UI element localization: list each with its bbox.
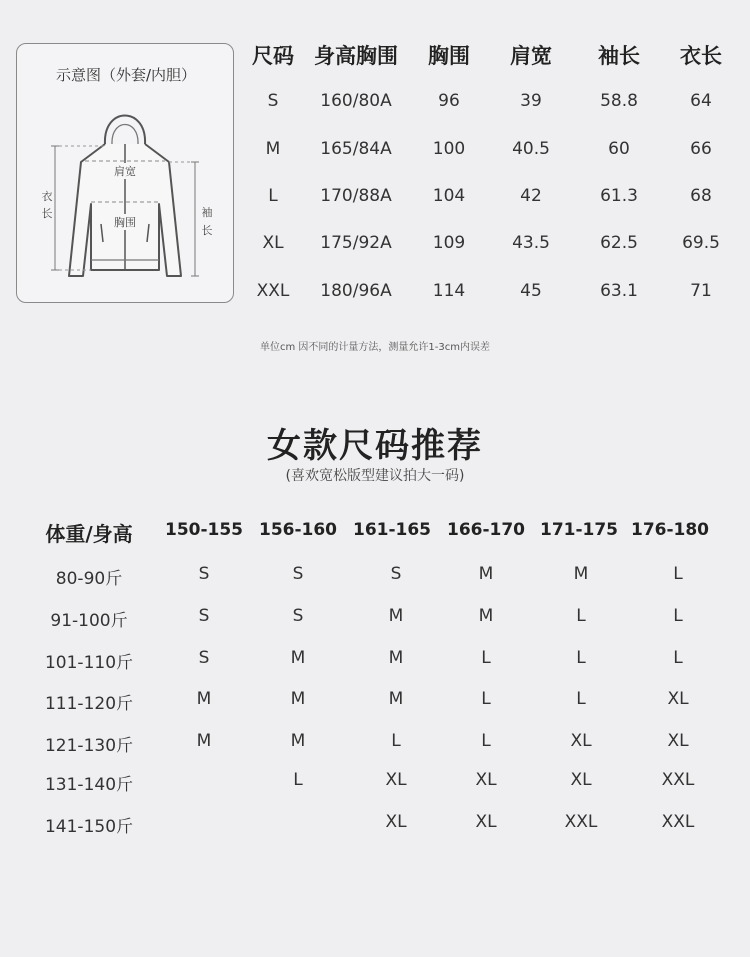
- size-cell: S: [198, 606, 210, 626]
- weight-cell: 80-90斤: [55, 569, 123, 589]
- size-cell: M: [388, 689, 404, 709]
- shoulder-cell: 39: [520, 91, 542, 111]
- size-cell: M: [478, 564, 494, 584]
- size-cell: L: [673, 606, 683, 626]
- chest-cell: 96: [438, 91, 460, 111]
- weight-height-header: 体重/身高: [45, 522, 133, 546]
- diagram-caption: 示意图（外套/内胆）: [55, 66, 197, 84]
- sleeve-label: 袖长: [200, 204, 214, 240]
- size-cell: XL: [475, 812, 497, 832]
- height-range-header: 166-170: [446, 520, 526, 540]
- length-cell: 66: [690, 139, 712, 159]
- size-cell: M: [388, 648, 404, 668]
- size-cell: M: [573, 564, 589, 584]
- height-range-header: 171-175: [539, 520, 619, 540]
- length-cell: 64: [690, 91, 712, 111]
- height-chest-cell: 180/96A: [320, 281, 392, 301]
- size-cell: XL: [570, 770, 592, 790]
- size-cell: XL: [385, 812, 407, 832]
- size-cell: S: [292, 564, 304, 584]
- weight-cell: 141-150斤: [44, 817, 134, 837]
- shoulder-header: 肩宽: [510, 44, 552, 68]
- size-cell: XXL: [564, 812, 598, 832]
- size-cell: S: [198, 564, 210, 584]
- size-header: 尺码: [252, 44, 294, 68]
- shoulder-cell: 42: [520, 186, 542, 206]
- size-cell: M: [290, 648, 306, 668]
- height-range-header: 156-160: [258, 520, 338, 540]
- shoulder-cell: 43.5: [512, 233, 550, 253]
- recommend-title: 女款尺码推荐: [267, 426, 483, 466]
- size-cell: XXL: [256, 281, 290, 301]
- size-cell: M: [196, 731, 212, 751]
- chest-cell: 109: [432, 233, 466, 253]
- height-chest-cell: 165/84A: [320, 139, 392, 159]
- size-cell: L: [576, 689, 586, 709]
- size-cell: M: [388, 606, 404, 626]
- size-cell: L: [673, 564, 683, 584]
- length-label: 衣长: [41, 190, 53, 220]
- size-cell: XL: [475, 770, 497, 790]
- size-cell: XL: [667, 689, 689, 709]
- height-chest-cell: 175/92A: [320, 233, 392, 253]
- jacket-diagram: [16, 43, 234, 303]
- sleeve-cell: 61.3: [600, 186, 638, 206]
- sleeve-cell: 58.8: [600, 91, 638, 111]
- size-cell: S: [390, 564, 402, 584]
- height-range-header: 161-165: [352, 520, 432, 540]
- weight-cell: 131-140斤: [44, 775, 134, 795]
- chest-cell: 114: [432, 281, 466, 301]
- size-cell: XL: [385, 770, 407, 790]
- height-range-header: 176-180: [630, 520, 710, 540]
- height-chest-cell: 160/80A: [320, 91, 392, 111]
- shoulder-cell: 45: [520, 281, 542, 301]
- size-cell: L: [391, 731, 401, 751]
- size-cell: M: [196, 689, 212, 709]
- size-cell: L: [481, 648, 491, 668]
- chest-cell: 104: [432, 186, 466, 206]
- size-cell: L: [481, 689, 491, 709]
- size-cell: S: [267, 91, 279, 111]
- chest-cell: 100: [432, 139, 466, 159]
- height-range-header: 150-155: [164, 520, 244, 540]
- size-cell: L: [576, 648, 586, 668]
- size-cell: M: [265, 139, 281, 159]
- size-cell: XL: [262, 233, 284, 253]
- size-cell: L: [481, 731, 491, 751]
- length-header: 衣长: [680, 44, 722, 68]
- measurement-note: 单位cm 因不同的计量方法，测量允许1-3cm内误差: [260, 342, 490, 353]
- weight-cell: 121-130斤: [44, 736, 134, 756]
- size-cell: S: [198, 648, 210, 668]
- chest-header: 胸围: [428, 44, 470, 68]
- size-cell: M: [290, 689, 306, 709]
- length-cell: 71: [690, 281, 712, 301]
- weight-cell: 91-100斤: [50, 611, 128, 631]
- shoulder-label: 肩宽: [108, 163, 142, 179]
- weight-cell: 101-110斤: [44, 653, 134, 673]
- size-cell: L: [576, 606, 586, 626]
- size-cell: XL: [667, 731, 689, 751]
- size-cell: XXL: [661, 770, 695, 790]
- size-cell: S: [292, 606, 304, 626]
- height-chest-cell: 170/88A: [320, 186, 392, 206]
- shoulder-cell: 40.5: [512, 139, 550, 159]
- size-cell: XL: [570, 731, 592, 751]
- sleeve-cell: 63.1: [600, 281, 638, 301]
- size-cell: XXL: [661, 812, 695, 832]
- size-cell: L: [673, 648, 683, 668]
- recommend-subtitle: (喜欢宽松版型建议拍大一码): [285, 468, 465, 484]
- size-cell: M: [290, 731, 306, 751]
- sleeve-cell: 62.5: [600, 233, 638, 253]
- chest-label: 胸围: [108, 214, 142, 230]
- height-chest-header: 身高胸围: [314, 44, 398, 68]
- size-cell: L: [268, 186, 278, 206]
- weight-cell: 111-120斤: [44, 694, 134, 714]
- sleeve-cell: 60: [608, 139, 630, 159]
- sleeve-header: 袖长: [598, 44, 640, 68]
- length-cell: 69.5: [682, 233, 720, 253]
- size-cell: M: [478, 606, 494, 626]
- size-cell: L: [293, 770, 303, 790]
- length-cell: 68: [690, 186, 712, 206]
